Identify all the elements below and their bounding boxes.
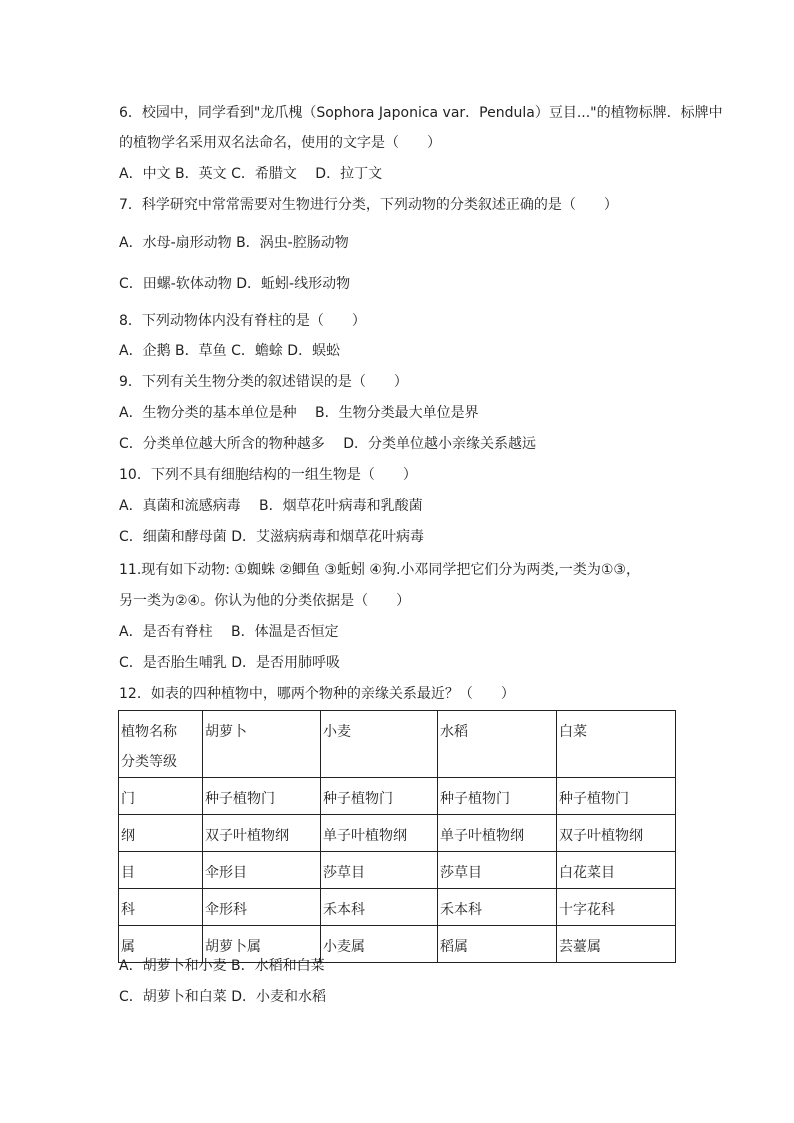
table-row xyxy=(119,889,676,926)
table-cell: 双子叶植物纲 xyxy=(203,815,321,852)
table-cell: 禾本科 xyxy=(321,889,438,926)
q6-options: A．中文 B．英文 C．希腊文 D．拉丁文 xyxy=(119,166,383,182)
q10-options-2: C．细菌和酵母菌 D．艾滋病病毒和烟草花叶病毒 xyxy=(119,529,425,545)
q12-options-2: C．胡萝卜和白菜 D．小麦和水稻 xyxy=(119,989,327,1005)
table-cell: 种子植物门 xyxy=(321,778,438,815)
q10-stem: 10．下列不具有细胞结构的一组生物是（ ） xyxy=(119,467,417,483)
q11-options-1: A．是否有脊柱 B．体温是否恒定 xyxy=(119,624,339,640)
header-level-label: 分类等级 xyxy=(121,754,177,770)
q9-stem: 9．下列有关生物分类的叙述错误的是（ ） xyxy=(119,374,408,390)
q6-line2: 的植物学名采用双名法命名，使用的文字是（ ） xyxy=(119,135,441,151)
table-cell: 单子叶植物纲 xyxy=(438,815,557,852)
q6-line1: 6．校园中，同学看到"龙爪槐（Sophora Japonica var．Pendula）豆目..."的植物标牌．标牌中 xyxy=(119,105,723,121)
table-cell: 单子叶植物纲 xyxy=(321,815,438,852)
header-plant-cell: 胡萝卜 xyxy=(203,711,321,778)
q8-options: A．企鹅 B．草鱼 C．蟾蜍 D．蜈蚣 xyxy=(119,343,341,359)
table-cell: 芸薹属 xyxy=(557,926,676,963)
table-cell: 种子植物门 xyxy=(557,778,676,815)
header-plant-cell: 白菜 xyxy=(557,711,676,778)
table-cell: 伞形科 xyxy=(203,889,321,926)
table-header-row xyxy=(119,711,676,778)
table-cell: 十字花科 xyxy=(557,889,676,926)
level-cell: 目 xyxy=(119,852,203,889)
level-cell: 科 xyxy=(119,889,203,926)
table-cell: 稻属 xyxy=(438,926,557,963)
q7-options-1: A．水母-扇形动物 B．涡虫-腔肠动物 xyxy=(119,235,349,251)
table-cell: 种子植物门 xyxy=(438,778,557,815)
q9-options-2: C．分类单位越大所含的物种越多 D．分类单位越小亲缘关系越远 xyxy=(119,436,537,452)
table-cell: 白花菜目 xyxy=(557,852,676,889)
q12-stem: 12．如表的四种植物中，哪两个物种的亲缘关系最近？（ ） xyxy=(119,686,515,702)
table-cell: 莎草目 xyxy=(321,852,438,889)
q9-options-1: A．生物分类的基本单位是种 B．生物分类最大单位是界 xyxy=(119,405,479,421)
q11-options-2: C．是否胎生哺乳 D．是否用肺呼吸 xyxy=(119,655,341,671)
level-cell: 纲 xyxy=(119,815,203,852)
q7-stem: 7．科学研究中常常需要对生物进行分类，下列动物的分类叙述正确的是（ ） xyxy=(119,197,618,213)
table-row xyxy=(119,852,676,889)
table-cell: 胡萝卜属 xyxy=(203,926,321,963)
q11-line1: 11.现有如下动物: ①蜘蛛 ②鲫鱼 ③蚯蚓 ④狗.小邓同学把它们分为两类,一类为①③， xyxy=(119,562,640,578)
classification-table xyxy=(118,710,676,963)
table-cell: 禾本科 xyxy=(438,889,557,926)
table-row xyxy=(119,815,676,852)
table-cell: 莎草目 xyxy=(438,852,557,889)
table-cell: 伞形目 xyxy=(203,852,321,889)
q8-stem: 8．下列动物体内没有脊柱的是（ ） xyxy=(119,313,366,329)
q7-options-2: C．田螺-软体动物 D．蚯蚓-线形动物 xyxy=(119,276,351,292)
q12-options-1: A．胡萝卜和小麦 B．水稻和白菜 xyxy=(119,958,325,974)
q11-line2: 另一类为②④。你认为他的分类依据是（ ） xyxy=(119,593,411,609)
level-cell: 门 xyxy=(119,778,203,815)
header-plant-cell: 水稻 xyxy=(438,711,557,778)
header-plant-name-label: 植物名称 xyxy=(121,724,177,740)
header-plant-cell: 小麦 xyxy=(321,711,438,778)
table-row xyxy=(119,778,676,815)
table-cell: 小麦属 xyxy=(321,926,438,963)
table-cell: 双子叶植物纲 xyxy=(557,815,676,852)
q10-options-1: A．真菌和流感病毒 B．烟草花叶病毒和乳酸菌 xyxy=(119,498,423,514)
level-cell: 属 xyxy=(119,926,203,963)
header-corner-cell xyxy=(119,711,203,778)
table-cell: 种子植物门 xyxy=(203,778,321,815)
